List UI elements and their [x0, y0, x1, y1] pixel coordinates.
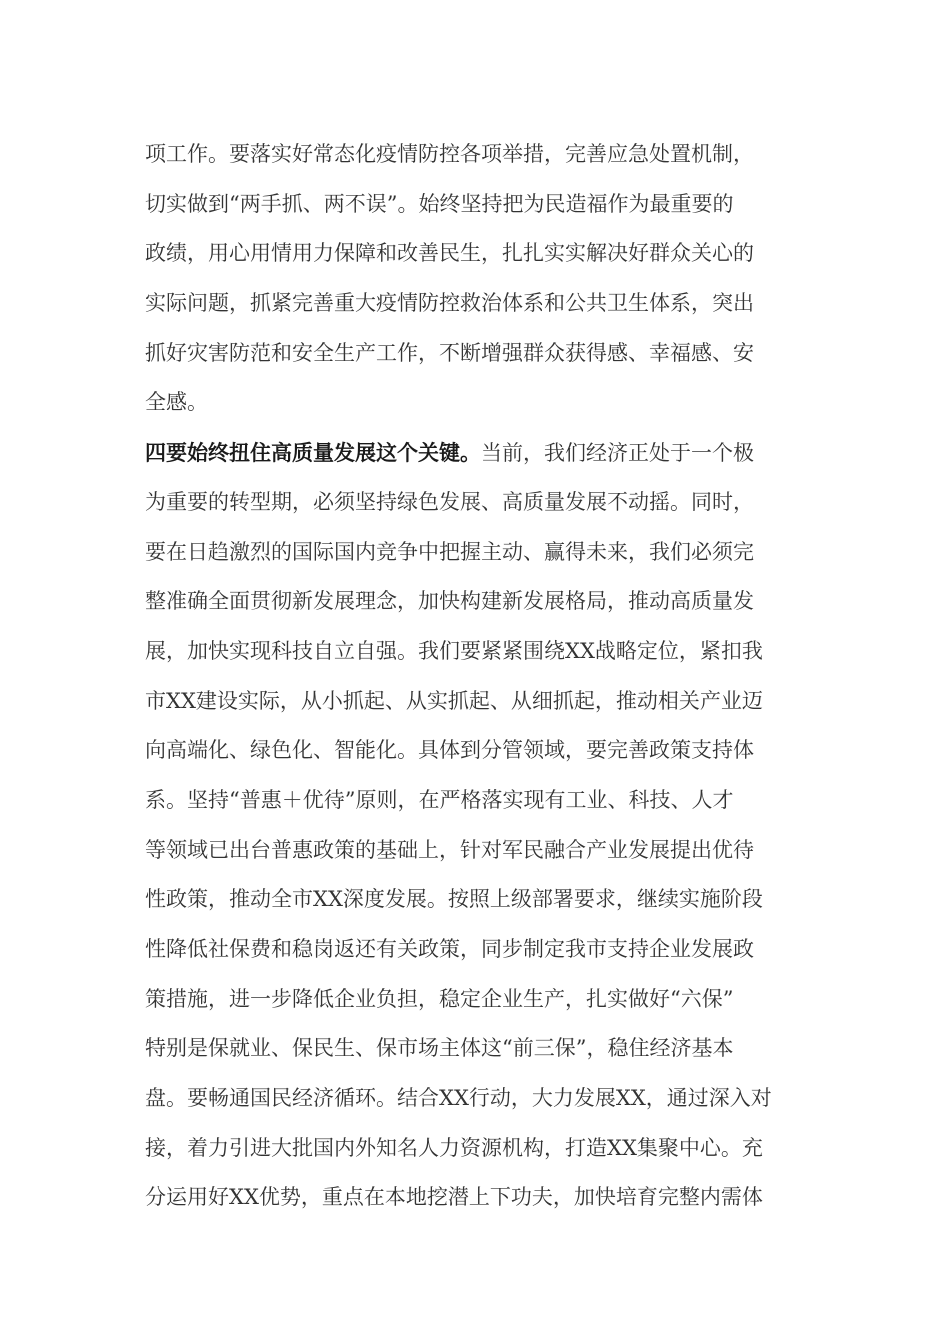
text-line: 策措施，进一步降低企业负担，稳定企业生产，扎实做好“六保”: [145, 986, 734, 1011]
text-line: 系。坚持“普惠＋优待”原则，在严格落实现有工业、科技、人才: [145, 787, 734, 812]
paragraph-heading: 四要始终扭住高质量发展这个关键。: [145, 440, 481, 466]
text-line: 实际问题，抓紧完善重大疫情防控救治体系和公共卫生体系，突出: [145, 291, 754, 316]
text-line: [145, 428, 807, 478]
text-line: 抓好灾害防范和安全生产工作，不断增强群众获得感、幸福感、安: [145, 340, 754, 365]
text-line: 盘。要畅通国民经济循环。结合XX行动，大力发展XX，通过深入对: [145, 1086, 772, 1111]
paragraph-text: 当前，我们经济正处于一个极: [481, 441, 754, 466]
paragraph-1: [145, 130, 807, 428]
text-line: 等领域已出台普惠政策的基础上，针对军民融合产业发展提出优待: [145, 837, 754, 862]
text-line: 展，加快实现科技自立自强。我们要紧紧围绕XX战略定位，紧扣我: [145, 638, 763, 663]
text-line: 市XX建设实际，从小抓起、从实抓起、从细抓起，推动相关产业迈: [145, 688, 763, 713]
body-text: [145, 130, 807, 1223]
text-line: 整准确全面贯彻新发展理念，加快构建新发展格局，推动高质量发: [145, 589, 754, 614]
text-line: 政绩，用心用情用力保障和改善民生，扎扎实实解决好群众关心的: [145, 241, 754, 266]
paragraph-2: [145, 428, 807, 1223]
text-line: 向高端化、绿色化、智能化。具体到分管领域，要完善政策支持体: [145, 738, 754, 763]
text-line: 特别是保就业、保民生、保市场主体这“前三保”，稳住经济基本: [145, 1036, 734, 1061]
text-line: 分运用好XX优势，重点在本地挖潜上下功夫，加快培育完整内需体: [145, 1185, 763, 1210]
text-line: 接，着力引进大批国内外知名人力资源机构，打造XX集聚中心。充: [145, 1135, 763, 1160]
text-line: 全感。: [145, 390, 208, 415]
text-line: 性降低社保费和稳岗返还有关政策，同步制定我市支持企业发展政: [145, 937, 754, 961]
text-line: 要在日趋激烈的国际国内竞争中把握主动、赢得未来，我们必须完: [145, 539, 754, 564]
text-line: 为重要的转型期，必须坚持绿色发展、高质量发展不动摇。同时，: [145, 489, 754, 514]
text-line: 性政策，推动全市XX深度发展。按照上级部署要求，继续实施阶段: [145, 887, 763, 912]
text-line: 项工作。要落实好常态化疫情防控各项举措，完善应急处置机制，: [145, 142, 754, 166]
text-line: 切实做到“两手抓、两不误”。始终坚持把为民造福作为最重要的: [145, 191, 734, 216]
